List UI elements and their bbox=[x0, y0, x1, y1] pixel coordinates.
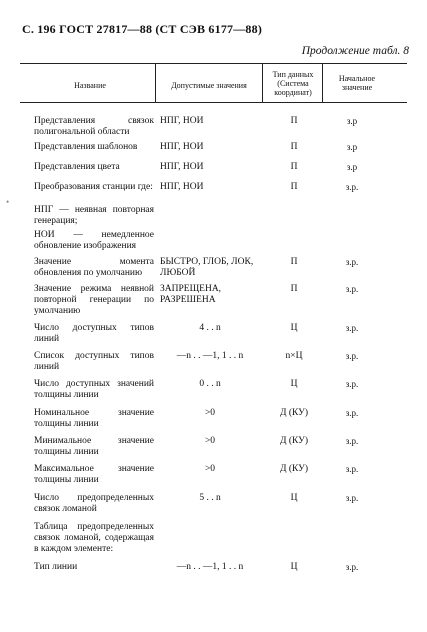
row-values: НПГ, НОИ bbox=[160, 182, 204, 192]
row-name: Номинальное значение толщины линии bbox=[34, 408, 154, 429]
row-type: П bbox=[290, 182, 298, 192]
row-initial: з.р. bbox=[345, 323, 359, 333]
row-name: Представления связок полигональной области bbox=[34, 116, 154, 137]
page-header: С. 196 ГОСТ 27817—88 (СТ СЭВ 6177—88) bbox=[22, 22, 263, 36]
row-type: Д (КУ) bbox=[279, 408, 309, 418]
row-initial: з.р bbox=[346, 142, 358, 152]
row-type: П bbox=[290, 284, 298, 294]
row-name: НПГ — неявная повторная генерация; bbox=[34, 205, 154, 226]
row-name: Тип линии bbox=[34, 562, 78, 572]
row-initial: з.р bbox=[346, 162, 358, 172]
row-initial: з.р. bbox=[345, 408, 359, 418]
row-values: >0 bbox=[204, 408, 216, 418]
row-initial: з.р. bbox=[345, 257, 359, 267]
row-name: Максимальное значение толщины линии bbox=[34, 464, 154, 485]
row-type: П bbox=[290, 162, 298, 172]
row-name: Значение момента обновления по умолчанию bbox=[34, 257, 154, 278]
row-name: Значение режима неявной повторной генерации по умолчанию bbox=[34, 284, 154, 316]
row-type: Ц bbox=[290, 493, 298, 503]
row-name: Число доступных значений толщины линии bbox=[34, 379, 154, 400]
column-header-initial: Начальное значение bbox=[338, 74, 376, 92]
margin-mark: • bbox=[6, 197, 10, 207]
column-divider bbox=[155, 64, 156, 102]
row-name: Минимальное значение толщины линии bbox=[34, 436, 154, 457]
row-initial: з.р. bbox=[345, 284, 359, 294]
column-header-values: Допустимые значения bbox=[171, 81, 247, 90]
row-values: >0 bbox=[204, 436, 216, 446]
row-name: Преобразования станции где: bbox=[34, 182, 153, 192]
row-values: 5 . . n bbox=[199, 493, 221, 503]
row-type: Д (КУ) bbox=[279, 464, 309, 474]
row-type: Ц bbox=[290, 323, 298, 333]
row-values: БЫСТРО, ГЛОБ, ЛОК, ЛЮБОЙ bbox=[160, 257, 254, 278]
row-values: НПГ, НОИ bbox=[160, 142, 204, 152]
column-header-name: Название bbox=[74, 81, 106, 90]
row-values: 4 . . n bbox=[199, 323, 221, 333]
row-values: —n . . —1, 1 . . n bbox=[176, 351, 244, 361]
row-type: П bbox=[290, 116, 298, 126]
row-initial: з.р bbox=[346, 116, 358, 126]
row-initial: з.р. bbox=[345, 562, 359, 572]
row-name: Число доступных типов линий bbox=[34, 323, 154, 344]
row-values: 0 . . n bbox=[199, 379, 221, 389]
row-name: Число предопределенных связок ломаной bbox=[34, 493, 154, 514]
row-values: НПГ, НОИ bbox=[160, 116, 204, 126]
row-initial: з.р. bbox=[345, 182, 359, 192]
table-header-rule bbox=[20, 102, 407, 103]
row-name: Таблица предопределенных связок ломаной, содержащая в каждом элементе: bbox=[34, 522, 154, 554]
row-name: Список доступных типов линий bbox=[34, 351, 154, 372]
row-type: П bbox=[290, 257, 298, 267]
row-initial: з.р. bbox=[345, 436, 359, 446]
row-initial: з.р. bbox=[345, 351, 359, 361]
column-divider bbox=[322, 64, 323, 102]
row-type: Ц bbox=[290, 562, 298, 572]
row-name: НОИ — немедленное обновление изображения bbox=[34, 230, 154, 251]
table-continuation-label: Продолжение табл. 8 bbox=[301, 45, 409, 57]
row-name: Представления цвета bbox=[34, 162, 120, 172]
row-type: Д (КУ) bbox=[279, 436, 309, 446]
row-type: Ц bbox=[290, 379, 298, 389]
row-initial: з.р. bbox=[345, 464, 359, 474]
row-type: П bbox=[290, 142, 298, 152]
row-initial: з.р. bbox=[345, 379, 359, 389]
row-values: —n . . —1, 1 . . n bbox=[176, 562, 244, 572]
row-type: n×Ц bbox=[285, 351, 303, 361]
row-name: Представления шаблонов bbox=[34, 142, 138, 152]
row-values: ЗАПРЕЩЕНА, РАЗРЕШЕНА bbox=[160, 284, 222, 305]
row-values: >0 bbox=[204, 464, 216, 474]
column-divider bbox=[262, 64, 263, 102]
row-values: НПГ, НОИ bbox=[160, 162, 204, 172]
table-top-rule bbox=[20, 63, 407, 64]
column-header-type: Тип данных (Система координат) bbox=[272, 70, 314, 97]
row-initial: з.р. bbox=[345, 493, 359, 503]
